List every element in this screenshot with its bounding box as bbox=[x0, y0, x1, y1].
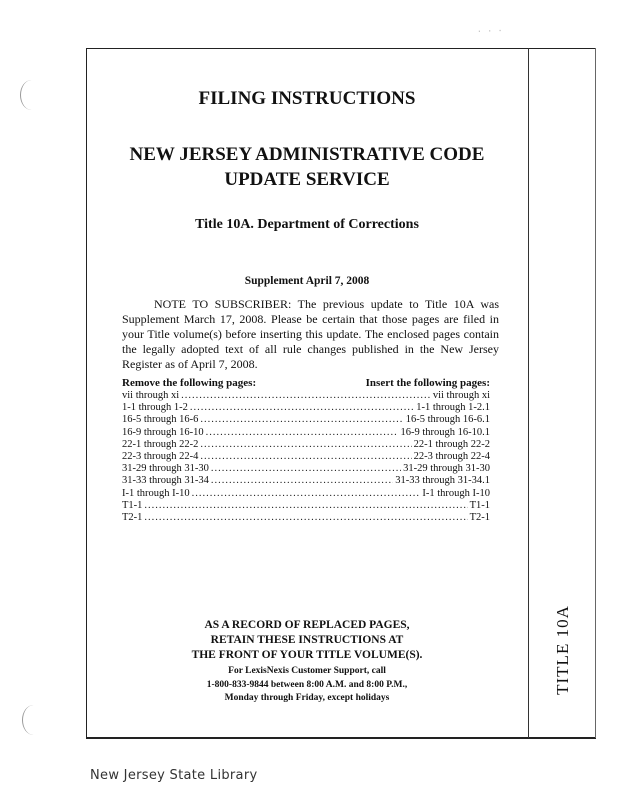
punch-hole-mark bbox=[20, 80, 43, 110]
remove-pages: 31-29 through 31-30 bbox=[122, 463, 209, 475]
frame-border-bottom bbox=[86, 737, 596, 739]
subscriber-note: NOTE TO SUBSCRIBER: The previous update to Title 10A was Supplement March 17, 2008. Please be certain that those pages are filed in your Title volume(s) before inserting this update. The enclosed pages contain the legally adopted text of all rule changes published in the New Jersey Register as of April 7, 2008. bbox=[122, 297, 499, 371]
leader-dots bbox=[200, 414, 403, 426]
remove-pages: 16-5 through 16-6 bbox=[122, 414, 199, 426]
department-heading: Title 10A. Department of Corrections bbox=[195, 217, 419, 232]
code-heading-line1: NEW JERSEY ADMINISTRATIVE CODE bbox=[129, 144, 485, 165]
leader-dots bbox=[206, 427, 399, 439]
punch-hole-mark bbox=[22, 705, 45, 735]
customer-support-info bbox=[86, 665, 528, 706]
leader-dots bbox=[211, 463, 401, 475]
insert-pages: 16-9 through 16-10.1 bbox=[400, 426, 490, 438]
table-row bbox=[122, 475, 490, 487]
frame-border-right bbox=[595, 48, 596, 738]
table-row bbox=[122, 488, 490, 500]
table-row bbox=[122, 390, 490, 402]
remove-pages: T2-1 bbox=[122, 511, 143, 523]
leader-dots bbox=[200, 451, 411, 463]
insert-column-header: Insert the following pages: bbox=[365, 377, 490, 389]
table-row bbox=[122, 512, 490, 524]
support-line1: For LexisNexis Customer Support, call bbox=[228, 666, 386, 676]
insert-pages: 31-29 through 31-30 bbox=[403, 463, 490, 475]
code-heading-line2: UPDATE SERVICE bbox=[224, 169, 390, 190]
page-title: FILING INSTRUCTIONS bbox=[198, 88, 416, 109]
table-row bbox=[122, 414, 490, 426]
supplement-date: Supplement April 7, 2008 bbox=[244, 275, 370, 287]
leader-dots bbox=[200, 439, 411, 451]
library-footer: New Jersey State Library bbox=[90, 768, 258, 783]
table-row bbox=[122, 451, 490, 463]
insert-pages: I-1 through I-10 bbox=[422, 487, 490, 499]
faint-stamp: · · · bbox=[477, 25, 504, 38]
table-header bbox=[122, 377, 490, 390]
record-line1: AS A RECORD OF REPLACED PAGES, bbox=[204, 619, 410, 631]
leader-dots bbox=[211, 475, 393, 487]
remove-pages: 31-33 through 31-34 bbox=[122, 475, 209, 487]
remove-pages: 1-1 through 1-2 bbox=[122, 402, 188, 414]
insert-pages: 31-33 through 31-34.1 bbox=[395, 475, 490, 487]
leader-dots bbox=[181, 390, 431, 402]
table-row bbox=[122, 500, 490, 512]
frame-border-top bbox=[86, 48, 596, 49]
leader-dots bbox=[192, 488, 421, 500]
insert-pages: 22-3 through 22-4 bbox=[413, 450, 490, 462]
code-heading bbox=[86, 142, 528, 192]
table-row bbox=[122, 463, 490, 475]
remove-pages: I-1 through I-10 bbox=[122, 487, 190, 499]
tab-divider-line bbox=[528, 48, 529, 738]
leader-dots bbox=[144, 500, 467, 512]
insert-pages: 16-5 through 16-6.1 bbox=[405, 414, 490, 426]
insert-pages: 22-1 through 22-2 bbox=[413, 438, 490, 450]
insert-pages: vii through xi bbox=[432, 390, 490, 401]
insert-pages: T2-1 bbox=[469, 511, 490, 523]
insert-pages: T1-1 bbox=[469, 499, 490, 511]
record-instruction bbox=[86, 618, 528, 663]
table-row bbox=[122, 439, 490, 451]
page-replacement-table bbox=[122, 377, 490, 524]
support-line2: 1-800-833-9844 between 8:00 A.M. and 8:00 P.M., bbox=[206, 679, 408, 690]
table-row bbox=[122, 427, 490, 439]
table-row bbox=[122, 402, 490, 414]
record-line2: RETAIN THESE INSTRUCTIONS AT bbox=[210, 634, 404, 646]
remove-pages: vii through xi bbox=[122, 390, 180, 401]
remove-pages: 16-9 through 16-10 bbox=[122, 426, 204, 438]
remove-pages: T1-1 bbox=[122, 499, 143, 511]
support-line3: Monday through Friday, except holidays bbox=[224, 693, 390, 703]
remove-pages: 22-3 through 22-4 bbox=[122, 450, 199, 462]
insert-pages: 1-1 through 1-2.1 bbox=[416, 402, 490, 414]
leader-dots bbox=[144, 512, 467, 524]
title-tab-label: TITLE 10A bbox=[553, 605, 572, 695]
record-line3: THE FRONT OF YOUR TITLE VOLUME(S). bbox=[191, 649, 423, 661]
remove-column-header: Remove the following pages: bbox=[122, 377, 257, 389]
remove-pages: 22-1 through 22-2 bbox=[122, 438, 199, 450]
leader-dots bbox=[190, 402, 414, 414]
